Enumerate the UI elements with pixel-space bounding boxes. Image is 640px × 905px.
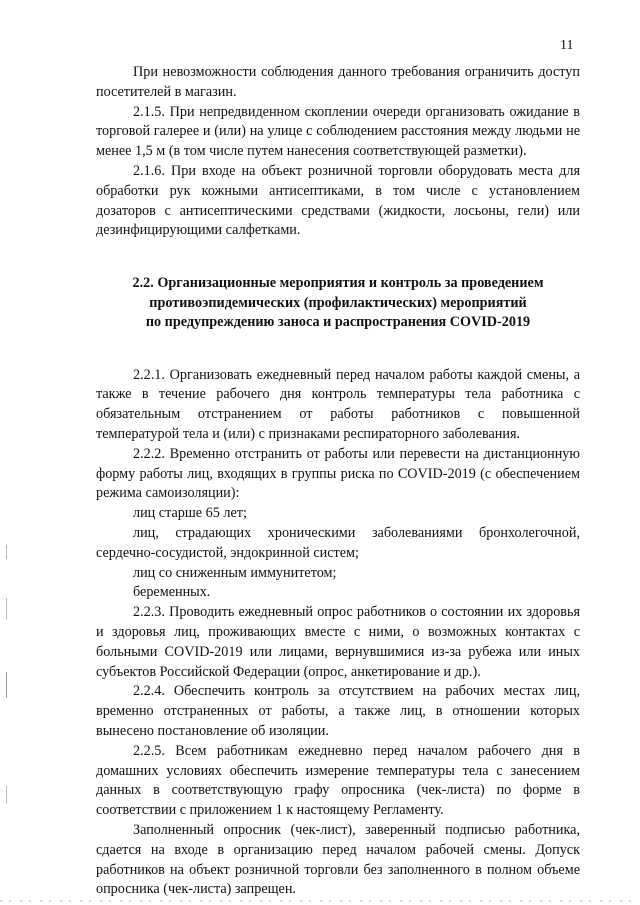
page-content (96, 63, 580, 900)
spacer (96, 333, 580, 366)
paragraph-2-2-2: 2.2.2. Временно отстранить от работы или перевести на дистанционную форму работы лиц, входящих в группы риска по COVID-2019 (с обеспечением режима самоизоляции): (96, 445, 580, 502)
risk-group-item: беременных. (133, 584, 211, 601)
scan-artifact (6, 545, 7, 559)
heading-line: противоэпидемических (профилактических) мероприятий (149, 294, 527, 311)
scan-artifact-bottom (0, 900, 640, 902)
paragraph-2-2-1: 2.2.1. Организовать ежедневный перед началом работы каждой смены, а также в течение рабочего дня контроль температуры тела работника с обязательным отстранением от работы работников с повышенной температурой тела и (или) с признаками респираторного заболевания. (96, 366, 580, 443)
paragraph-2-1-5: 2.1.5. При непредвиденном скоплении очереди организовать ожидание в торговой галерее и (или) на улице с соблюдением расстояния между людьми не менее 1,5 м (в том числе путем нанесения соответствующей разметки). (96, 103, 580, 160)
scan-artifact (6, 598, 7, 620)
risk-group-item: лиц старше 65 лет; (133, 505, 247, 522)
risk-group-item: лиц со сниженным иммунитетом; (133, 564, 337, 581)
paragraph-2-2-5: 2.2.5. Всем работникам ежедневно перед началом рабочего дня в домашних условиях обеспечить измерение температуры тела с занесением данных в соответствующую графу опросника (чек-листа) по форме в соответствии с приложением 1 к настоящему Регламенту. (96, 742, 580, 819)
page-number: 11 (560, 38, 574, 53)
section-heading-2-2 (96, 274, 580, 333)
paragraph-2-2-3: 2.2.3. Проводить ежедневный опрос работников о состоянии их здоровья и здоровья лиц, проживающих вместе с ними, о возможных контактах с больными COVID-2019 или лицами, вернувшимися из-за рубежа или иных субъектов Российской Федерации (опрос, анкетирование и др.). (96, 604, 580, 680)
heading-line: по предупреждению заноса и распространения COVID-2019 (145, 314, 531, 331)
spacer (96, 241, 580, 274)
scan-artifact (6, 672, 7, 698)
paragraph-2-2-4: 2.2.4. Обеспечить контроль за отсутствием на рабочих местах лиц, временно отстраненных от работы, а также лиц, в отношении которых вынесено постановление об изоляции. (96, 683, 580, 740)
paragraph-intro: При невозможности соблюдения данного требования ограничить доступ посетителей в магазин. (96, 64, 580, 100)
heading-line: 2.2. Организационные мероприятия и контроль за проведением (132, 275, 544, 292)
risk-group-item: лиц, страдающих хроническими заболеваниями бронхолегочной, сердечно-сосудистой, эндокринной систем; (96, 525, 580, 561)
paragraph-final: Заполненный опросник (чек-лист), заверенный подписью работника, сдается на входе в организацию перед началом рабочей смены. Допуск работников на объект розничной торговли без заполненного в полном объеме опросника (чек-листа) запрещен. (96, 822, 580, 898)
scan-artifact (6, 786, 7, 804)
paragraph-2-1-6: 2.1.6. При входе на объект розничной торговли оборудовать места для обработки рук кожными антисептиками, в том числе с установлением дозаторов с антисептическими средствами (жидкости, лосьоны, гели) или дезинфицирующими салфетками. (96, 162, 580, 239)
